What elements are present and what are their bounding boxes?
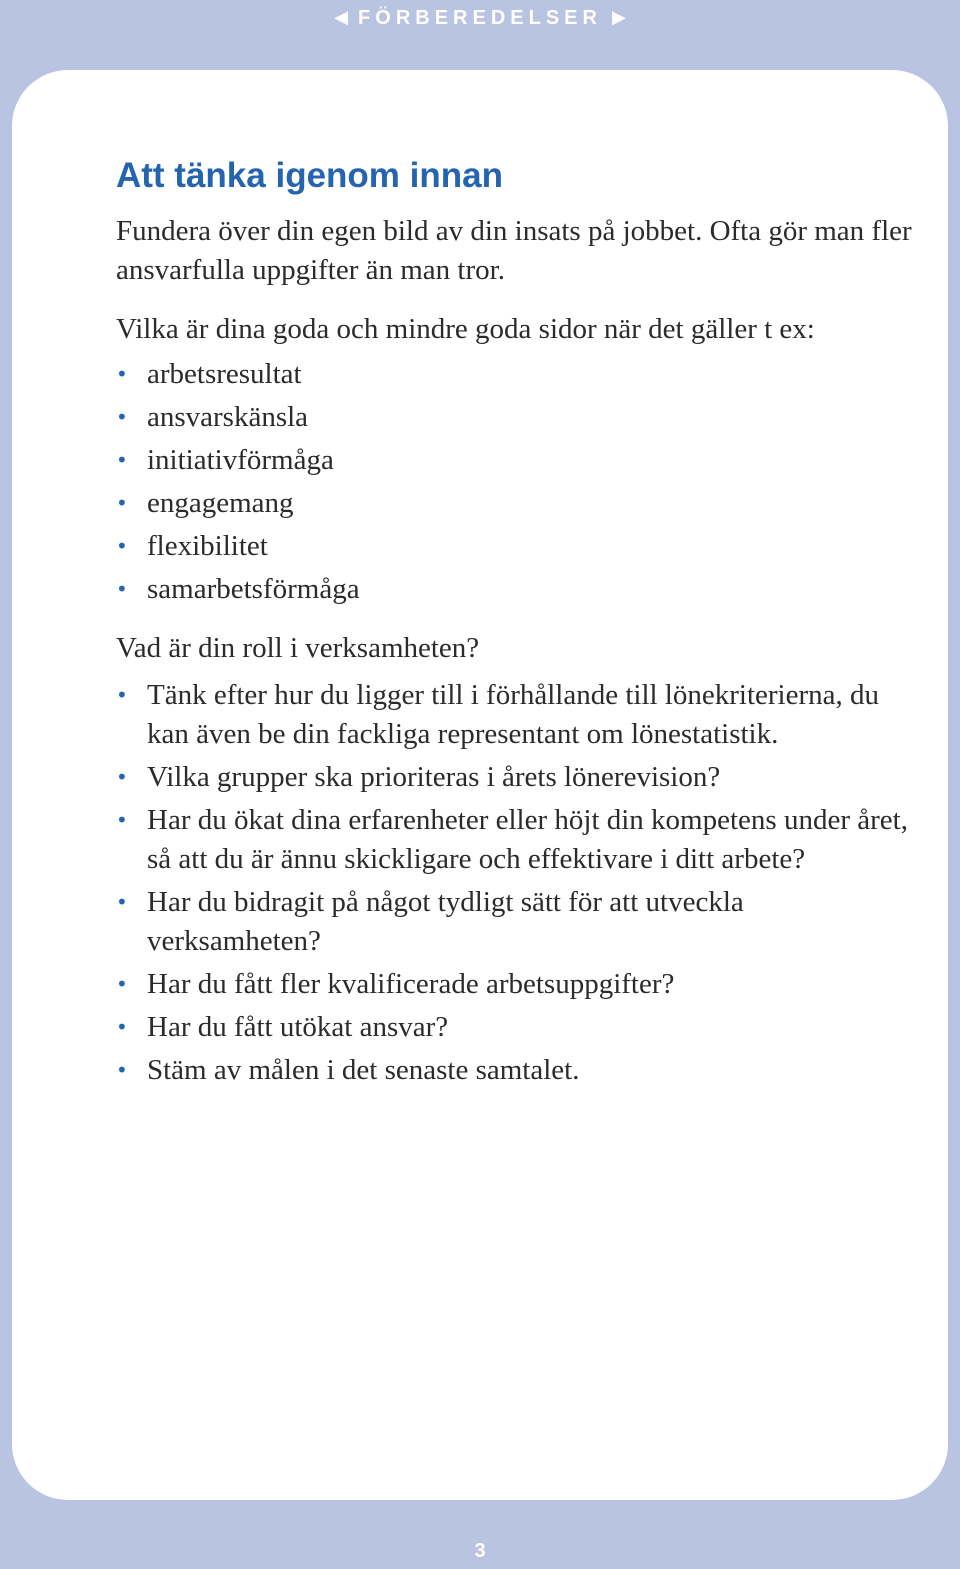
list-item-text: Har du fått utökat ansvar?	[147, 1011, 449, 1043]
bullet-icon: •	[116, 890, 128, 914]
list-item	[116, 1008, 916, 1047]
bullet-icon: •	[116, 1015, 128, 1039]
list-item-text: initiativförmåga	[147, 444, 334, 476]
list-item	[116, 801, 916, 879]
right-arrow-icon: ▶	[611, 7, 626, 28]
main-content	[116, 150, 916, 1094]
list-item	[116, 883, 916, 961]
list-item	[116, 353, 916, 396]
intro-paragraph: Fundera över din egen bild av din insats på jobbet. Ofta gör man fler ansvarfulla uppgifter än man tror.	[116, 215, 912, 286]
list-item-text: Har du bidragit på något tydligt sätt för att utveckla verksamheten?	[147, 886, 744, 957]
question-role: Vad är din roll i verksamheten?	[116, 632, 480, 664]
bullet-icon: •	[116, 534, 128, 558]
page-heading: Att tänka igenom innan	[116, 156, 503, 195]
question-strengths: Vilka är dina goda och mindre goda sidor när det gäller t ex:	[116, 313, 815, 345]
list-item-text: flexibilitet	[147, 530, 268, 562]
list-item	[116, 758, 916, 797]
bullet-icon: •	[116, 765, 128, 789]
section-title: FÖRBEREDELSER	[358, 6, 602, 29]
list-item-text: arbetsresultat	[147, 358, 302, 390]
list-item-text: Har du fått fler kvalificerade arbetsuppgifter?	[147, 968, 675, 1000]
list-item-text: Tänk efter hur du ligger till i förhållande till lönekriterierna, du kan även be din fackliga representant om lönestatistik.	[147, 679, 879, 750]
bullet-icon: •	[116, 405, 128, 429]
list-item	[116, 525, 916, 568]
list-item-text: ansvarskänsla	[147, 401, 309, 433]
list-item-text: Stäm av målen i det senaste samtalet.	[147, 1054, 580, 1086]
bullet-icon: •	[116, 972, 128, 996]
list-item	[116, 396, 916, 439]
list-item-text: Har du ökat dina erfarenheter eller höjt din kompetens under året, så att du är ännu skickligare och effektivare i ditt arbete?	[147, 804, 908, 875]
bullet-icon: •	[116, 683, 128, 707]
page-number: 3	[474, 1540, 486, 1562]
bullet-icon: •	[116, 1058, 128, 1082]
bullet-icon: •	[116, 577, 128, 601]
list-item	[116, 965, 916, 1004]
list-item	[116, 1051, 916, 1090]
list-item-text: Vilka grupper ska prioriteras i årets lönerevision?	[147, 761, 721, 793]
bullet-icon: •	[116, 362, 128, 386]
bullet-icon: •	[116, 491, 128, 515]
list-item-text: samarbetsförmåga	[147, 573, 360, 605]
list-item	[116, 482, 916, 525]
qualities-list	[116, 353, 916, 611]
bullet-icon: •	[116, 808, 128, 832]
role-list	[116, 676, 916, 1090]
list-item	[116, 439, 916, 482]
left-arrow-icon: ◀	[334, 7, 349, 28]
section-header	[0, 0, 960, 36]
bullet-icon: •	[116, 448, 128, 472]
list-item-text: engagemang	[147, 487, 294, 519]
list-item	[116, 676, 916, 754]
list-item	[116, 568, 916, 611]
